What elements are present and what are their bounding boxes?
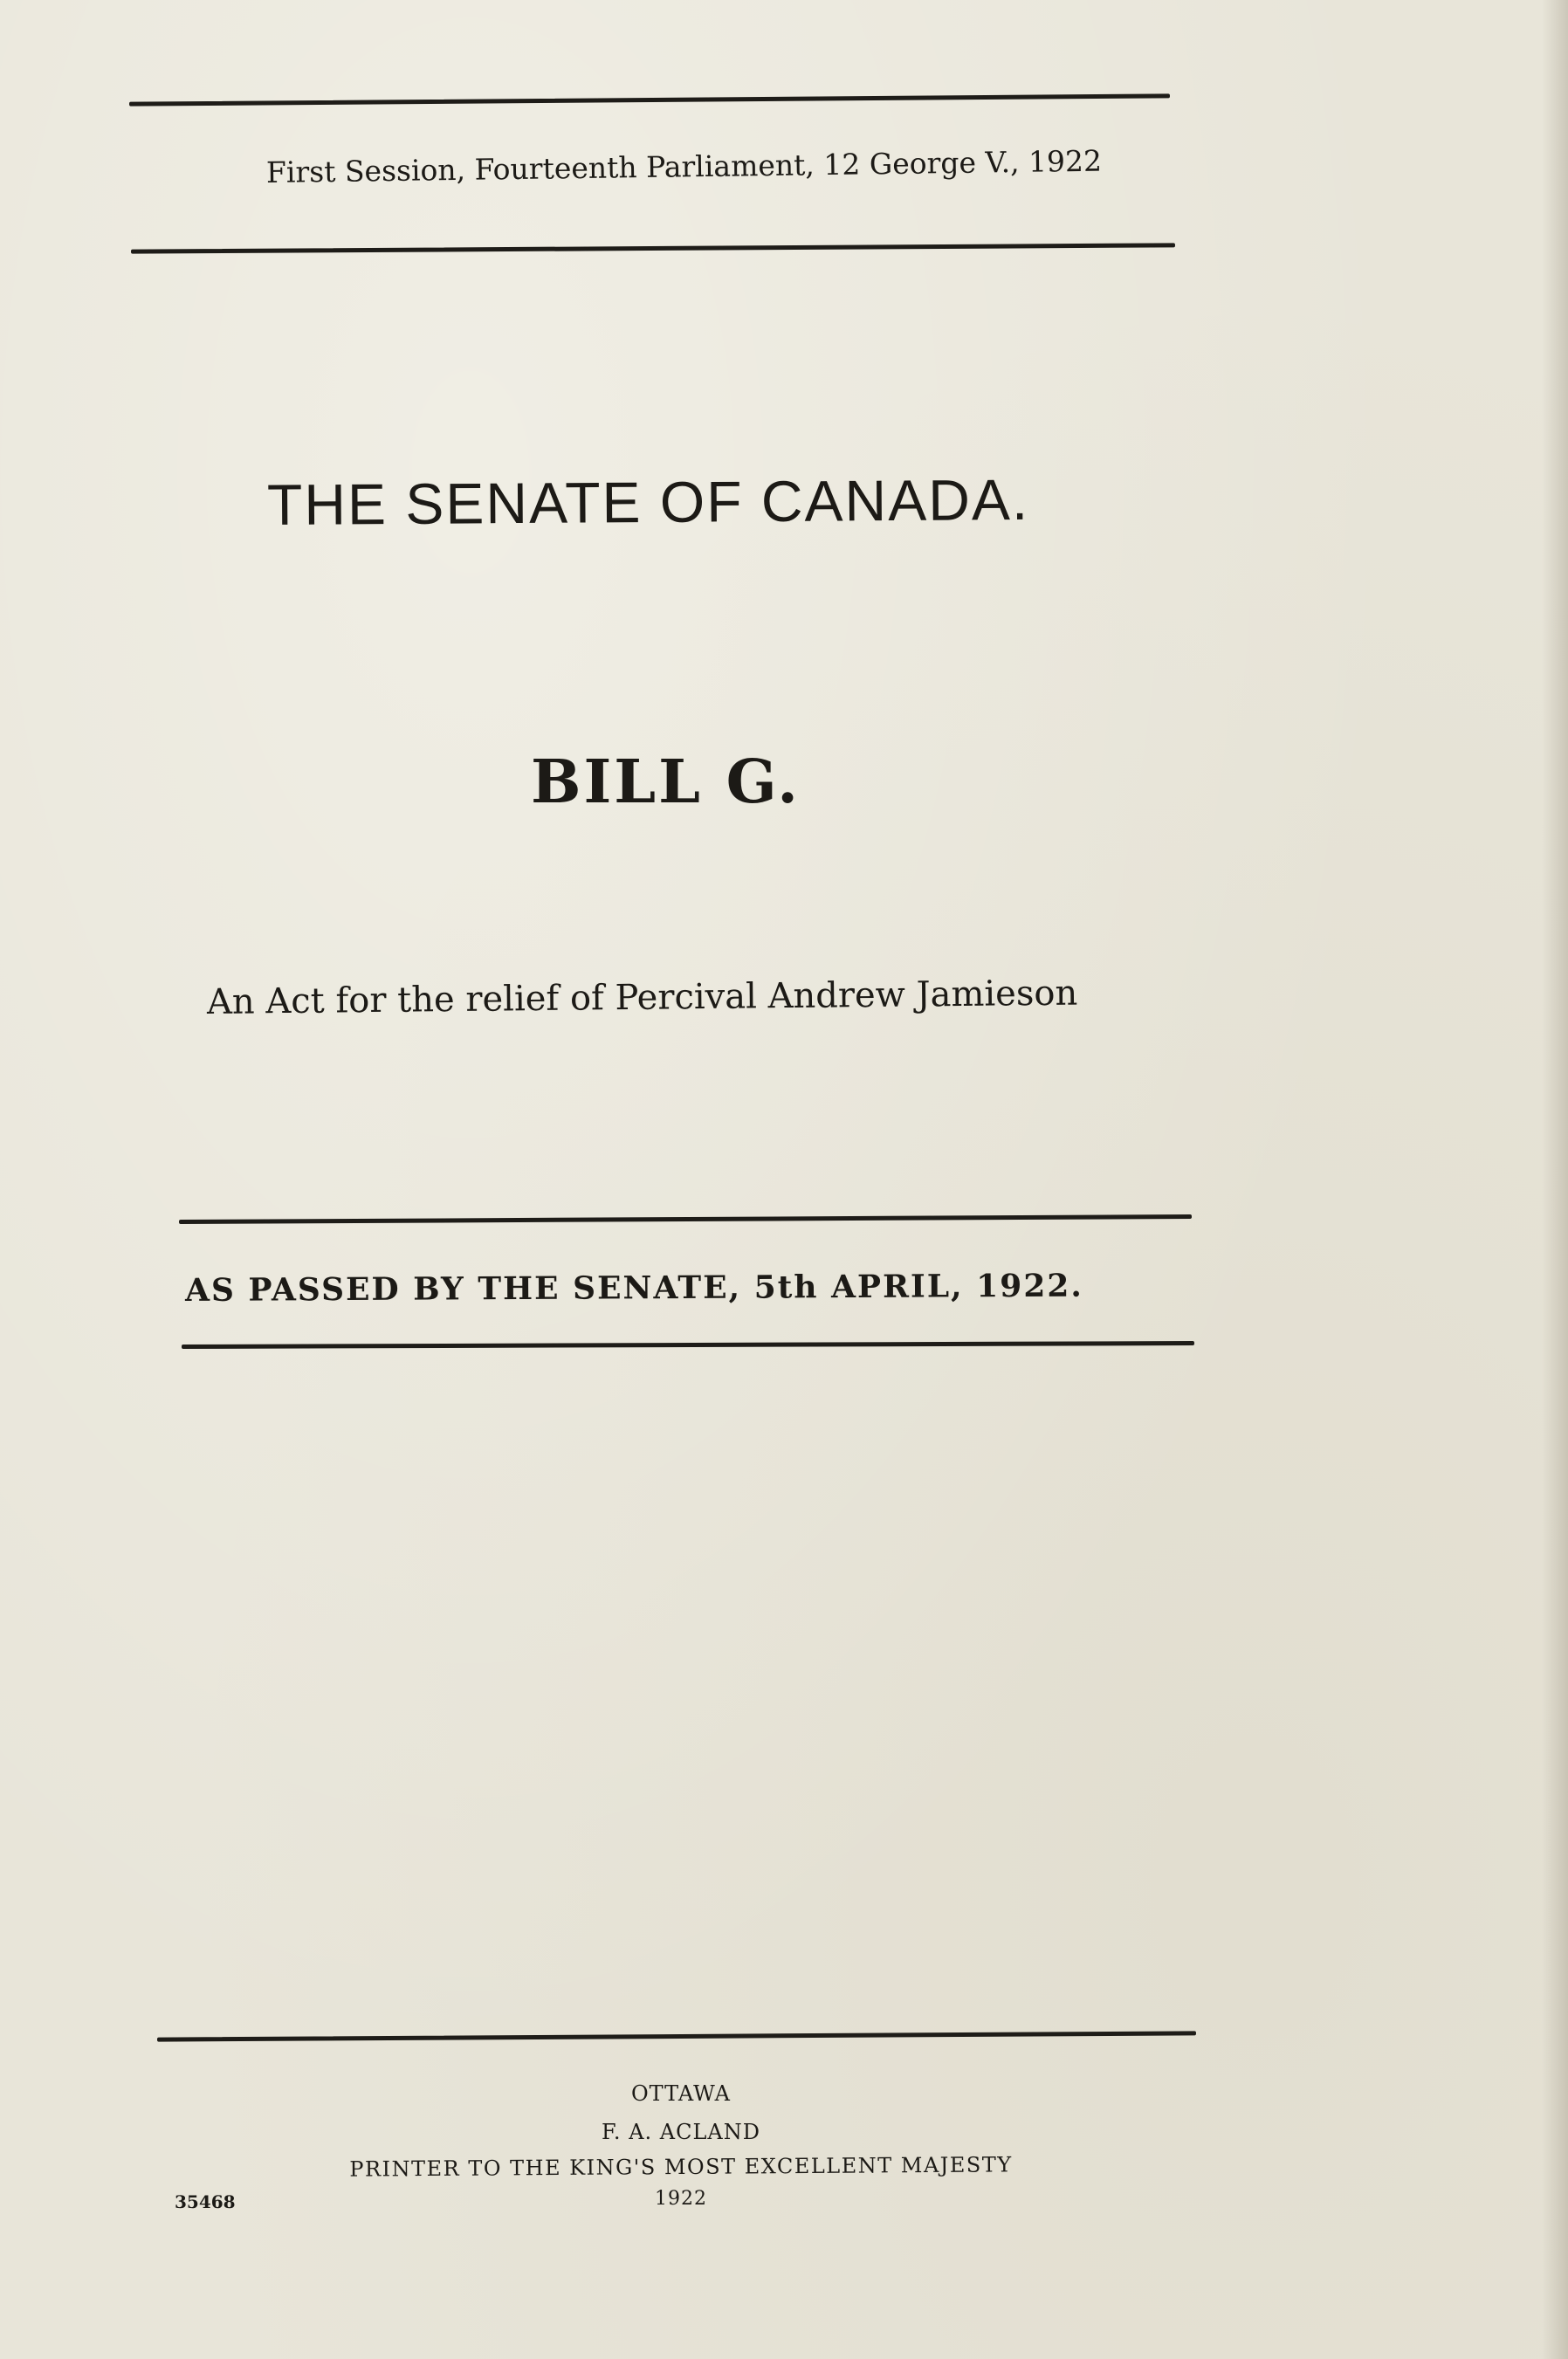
chamber-title: THE SENATE OF CANADA. [266, 466, 1030, 537]
top-rule [129, 93, 1170, 106]
imprint-printer-name: F. A. ACLAND [602, 2120, 760, 2144]
bill-title: BILL G. [531, 747, 801, 817]
print-number: 35468 [175, 2191, 236, 2212]
imprint-city: OTTAWA [631, 2081, 731, 2106]
status-top-rule [179, 1214, 1192, 1224]
passed-status-line: AS PASSED BY THE SENATE, 5th APRIL, 1922. [184, 1267, 1084, 1309]
status-bottom-rule [182, 1341, 1194, 1349]
imprint-year: 1922 [655, 2188, 707, 2210]
page-edge-shadow [1542, 0, 1568, 2359]
imprint-printer-title: PRINTER TO THE KING'S MOST EXCELLENT MAJESTY [349, 2152, 1013, 2182]
session-line: First Session, Fourteenth Parliament, 12 George V., 1922 [265, 143, 1103, 189]
imprint-top-rule [157, 2031, 1196, 2041]
bleed-through-text [262, 367, 271, 397]
act-title: An Act for the relief of Percival Andrew Jamieson [206, 973, 1078, 1022]
header-bottom-rule [131, 243, 1175, 253]
